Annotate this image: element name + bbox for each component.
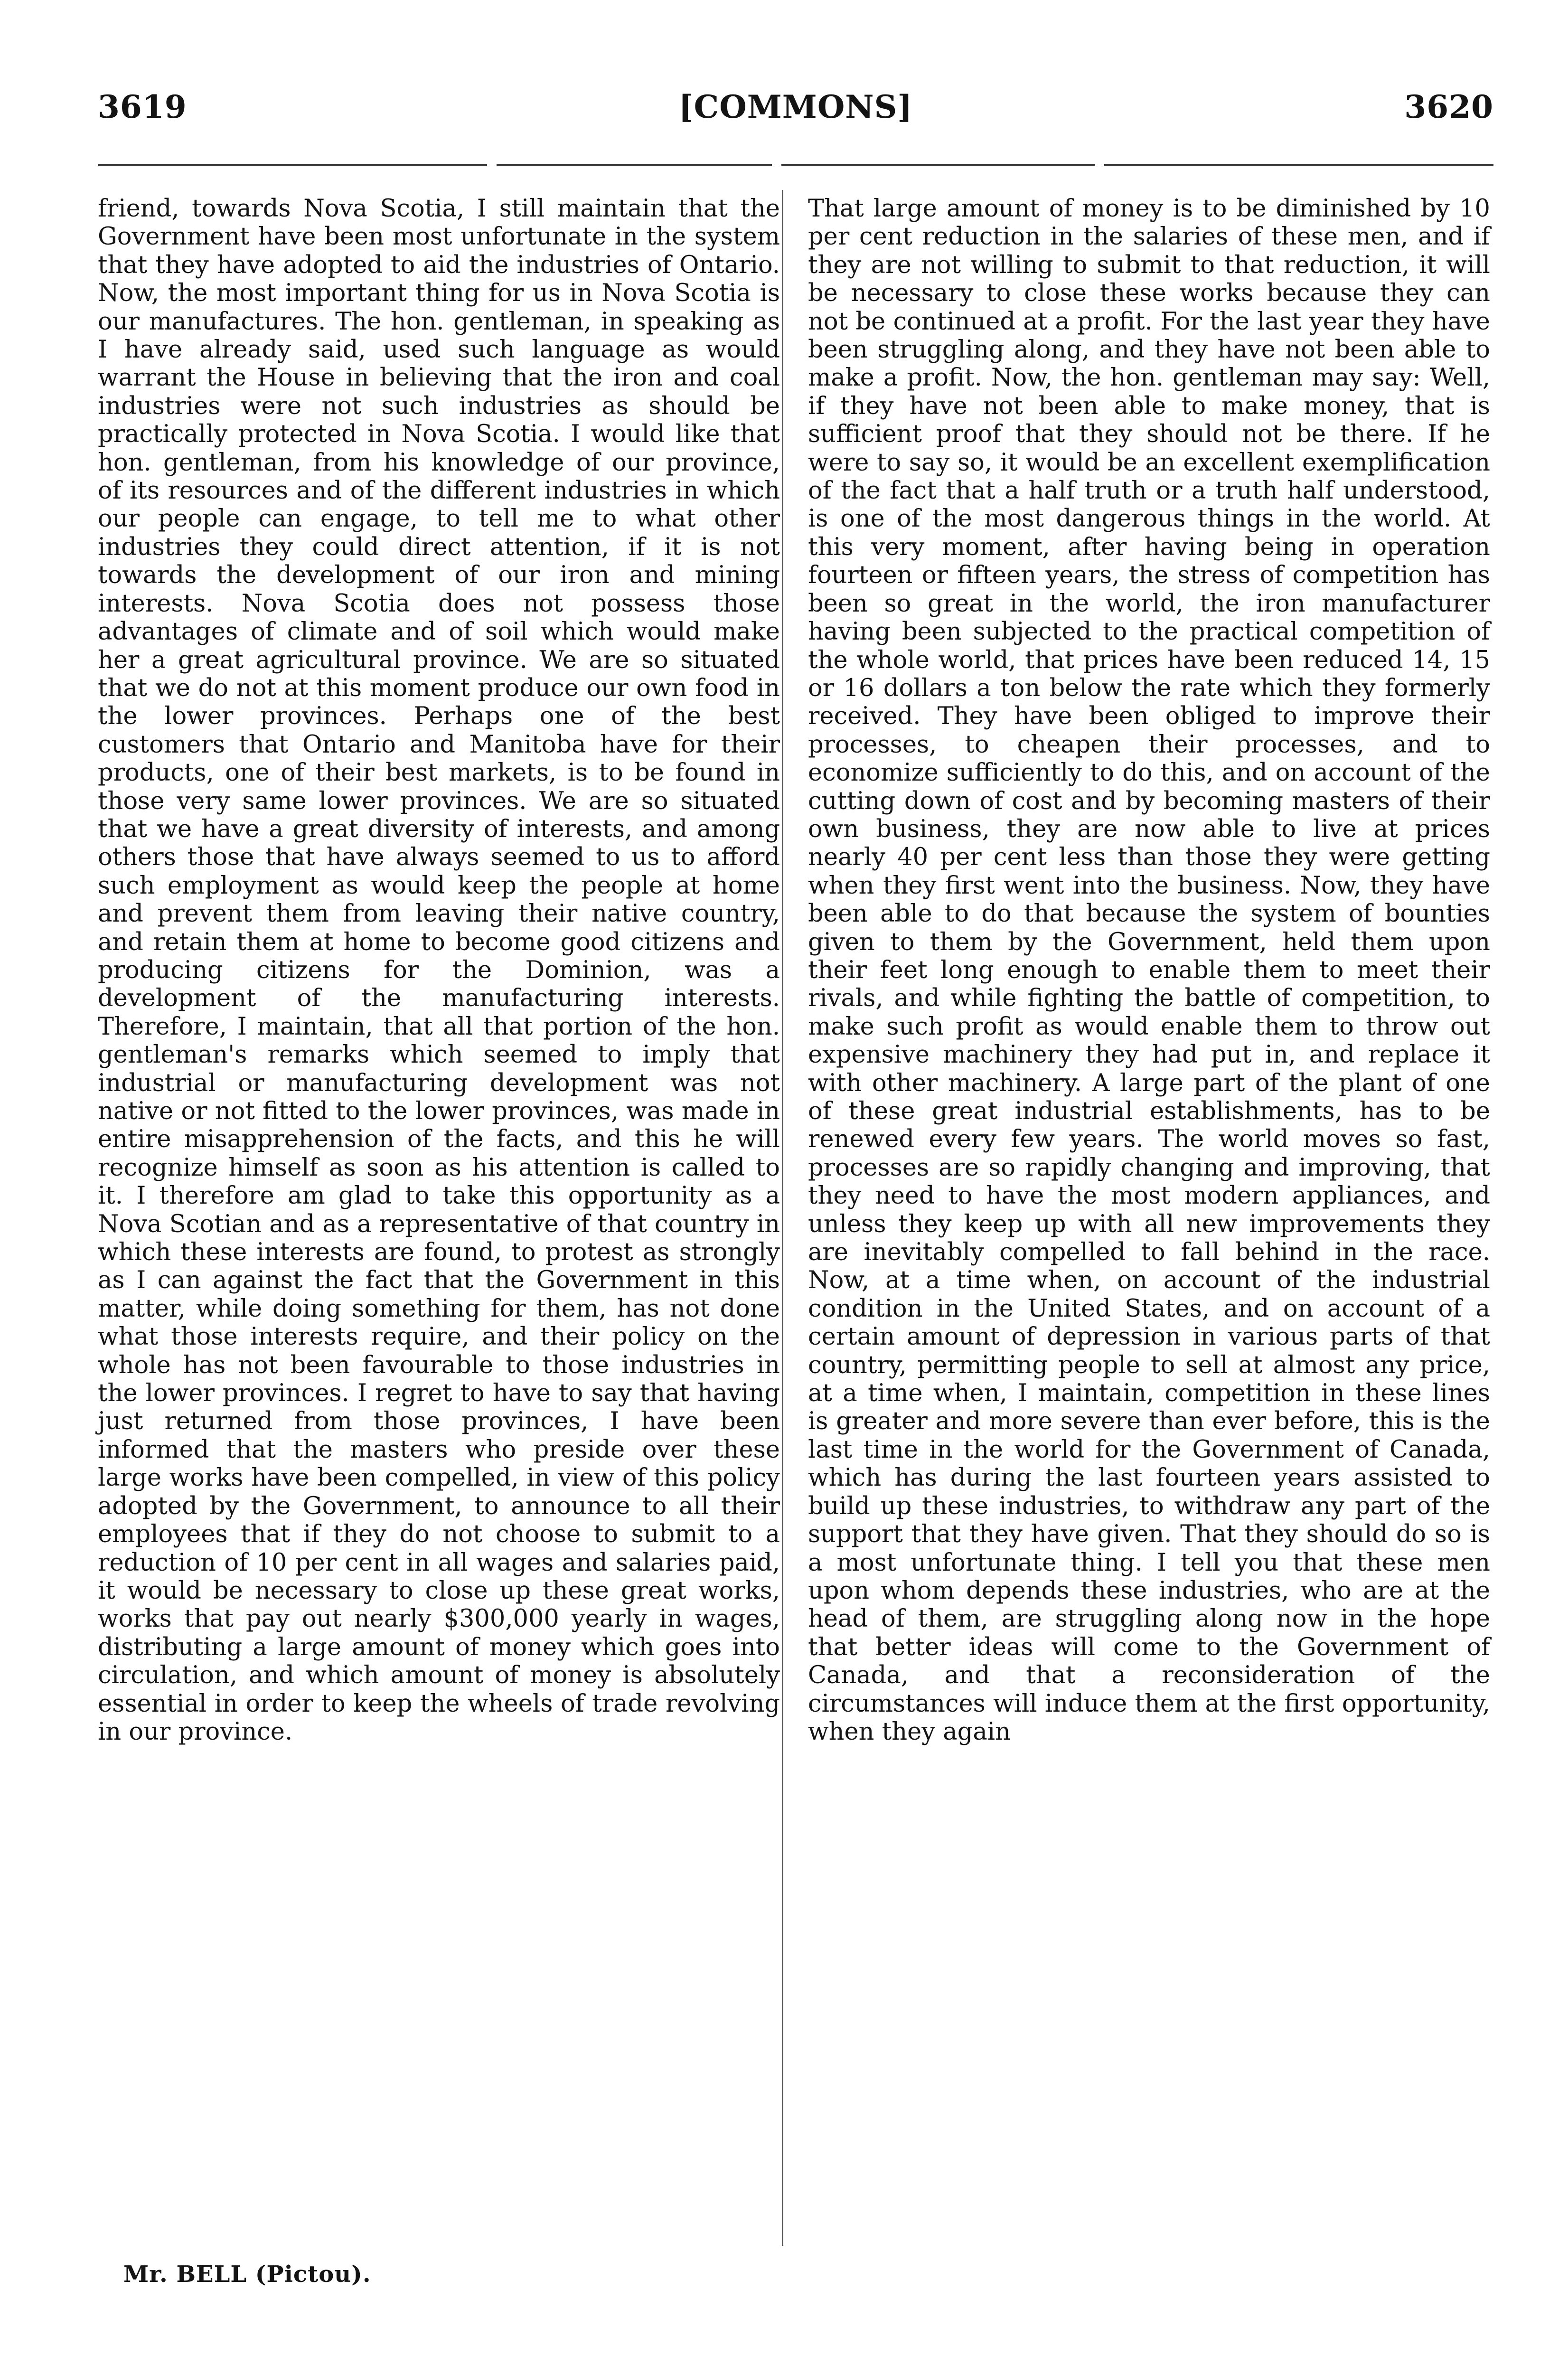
left-page-number: 3619	[98, 88, 187, 125]
speaker-footer: Mr. BELL (Pictou).	[123, 2261, 371, 2288]
right-column	[808, 195, 1490, 1746]
right-page-number: 3620	[1404, 88, 1493, 125]
header-rule	[781, 164, 1095, 166]
left-column	[98, 195, 780, 1746]
left-column-text: friend, towards Nova Scotia, I still maintain that the Government have been most unfortunate in the system that they have adopted to aid the industries of Ontario. Now, the most important thing for us in Nova Scotia is our manufactures. The hon. gentleman, in speaking as I have already said, used such language as would warrant the House in believing that the iron and coal industries were not such industries as should be practically protected in Nova Scotia. I would like that hon. gentleman, from his knowledge of our province, of its resources and of the different industries in which our people can engage, to tell me to what other industries they could direct attention, if it is not towards the development of our iron and mining interests. Nova Scotia does not possess those advantages of climate and of soil which would make her a great agricultural province. We are so situated that we do not at this moment produce our own food in the lower provinces. Perhaps one of the best customers that Ontario and Manitoba have for their products, one of their best markets, is to be found in those very same lower provinces. We are so situated that we have a great diversity of interests, and among others those that have always seemed to us to afford such employment as would keep the people at home and prevent them from leaving their native country, and retain them at home to become good citizens and producing citizens for the Dominion, was a development of the manufacturing interests. Therefore, I maintain, that all that portion of the hon. gentleman's remarks which seemed to imply that industrial or manufacturing development was not native or not fitted to the lower provinces, was made in entire misapprehension of the facts, and this he will recognize himself as soon as his attention is called to it. I therefore am glad to take this opportunity as a Nova Scotian and as a representative of that country in which these interests are found, to protest as strongly as I can against the fact that the Government in this matter, while doing something for them, has not done what those interests require, and their policy on the whole has not been favourable to those industries in the lower provinces. I regret to have to say that having just returned from those provinces, I have been informed that the masters who preside over these large works have been compelled, in view of this policy adopted by the Government, to announce to all their employees that if they do not choose to submit to a reduction of 10 per cent in all wages and salaries paid, it would be necessary to close up these great works, works that pay out nearly $300,000 yearly in wages, distributing a large amount of money which goes into circulation, and which amount of money is absolutely essential in order to keep the wheels of trade revolving in our province.	[98, 195, 780, 1746]
right-column-text: That large amount of money is to be diminished by 10 per cent reduction in the salaries of these men, and if they are not willing to submit to that reduction, it will be necessary to close these works because they can not be continued at a profit. For the last year they have been struggling along, and they have not been able to make a profit. Now, the hon. gentleman may say: Well, if they have not been able to make money, that is sufficient proof that they should not be there. If he were to say so, it would be an excellent exemplification of the fact that a half truth or a truth half understood, is one of the most dangerous things in the world. At this very moment, after having being in operation fourteen or fifteen years, the stress of competition has been so great in the world, the iron manufacturer having been subjected to the practical competition of the whole world, that prices have been reduced 14, 15 or 16 dollars a ton below the rate which they formerly received. They have been obliged to improve their processes, to cheapen their processes, and to economize sufficiently to do this, and on account of the cutting down of cost and by becoming masters of their own business, they are now able to live at prices nearly 40 per cent less than those they were getting when they first went into the business. Now, they have been able to do that because the system of bounties given to them by the Government, held them upon their feet long enough to enable them to meet their rivals, and while fighting the battle of competition, to make such profit as would enable them to throw out expensive machinery they had put in, and replace it with other machinery. A large part of the plant of one of these great industrial establishments, has to be renewed every few years. The world moves so fast, processes are so rapidly changing and improving, that they need to have the most modern appliances, and unless they keep up with all new improvements they are inevitably compelled to fall behind in the race. Now, at a time when, on account of the industrial condition in the United States, and on account of a certain amount of depression in various parts of that country, permitting people to sell at almost any price, at a time when, I maintain, competition in these lines is greater and more severe than ever before, this is the last time in the world for the Government of Canada, which has during the last fourteen years assisted to build up these industries, to withdraw any part of the support that they have given. That they should do so is a most unfortunate thing. I tell you that these men upon whom depends these industries, who are at the head of them, are struggling along now in the hope that better ideas will come to the Government of Canada, and that a reconsideration of the circumstances will induce them at the first opportunity, when they again	[808, 195, 1491, 1746]
header-rule	[1104, 164, 1493, 166]
header-rule	[497, 164, 772, 166]
column-divider	[782, 190, 783, 2246]
header-rule	[98, 164, 487, 166]
page-header	[98, 83, 1493, 140]
page-title: [COMMONS]	[678, 88, 913, 125]
